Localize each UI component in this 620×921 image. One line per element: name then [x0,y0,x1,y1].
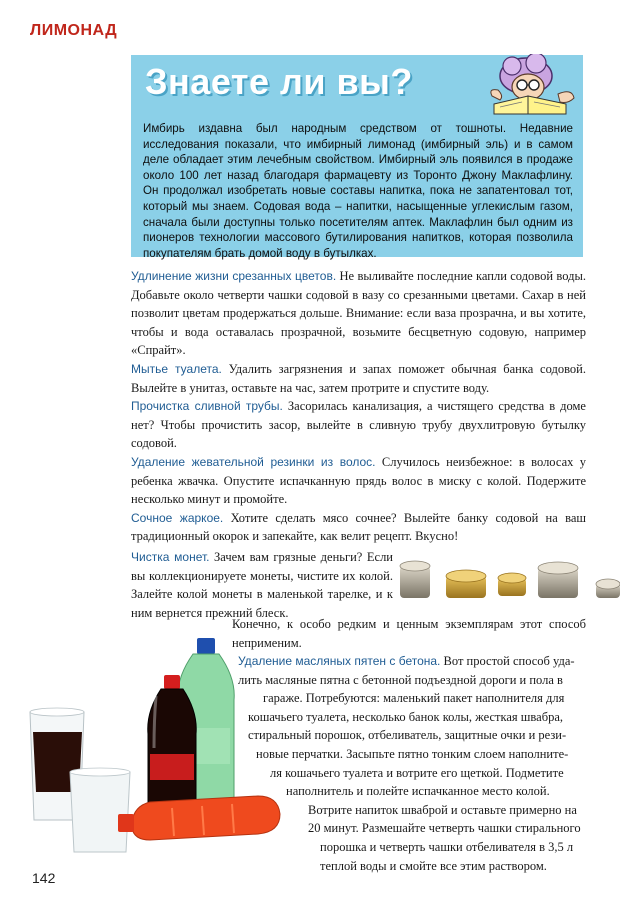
stain-line: 20 минут. Размешайте четверть чашки стирального [308,821,581,836]
stain-line: кошачьего туалета, несколько банок колы, жесткая швабра, [248,709,563,724]
soda-bottles-image [22,630,292,860]
tip-text: Случилось неизбежное: в волосах у ребенка жвачка. Опустите испачканную прядь волос в миску с колой. Подержите несколько минут и промойте. [131,454,586,507]
tip-text: Хотите сделать мясо сочнее? Вылейте банку содовой на ваш традиционный окорок и запекайте, как велит рецепт. Вкусно! [131,510,587,544]
tip-roast [131,509,586,546]
stain-line: стиральный порошок, отбеливатель, защитные очки и рези- [248,728,567,743]
tip-flowers [131,267,586,360]
stain-line: гараже. Потребуются: маленький пакет наполнителя для [263,691,565,706]
tip-coins [131,548,393,622]
coins-continuation: Конечно, к особо редким и ценным экземплярам этот способ неприменим. [232,617,586,650]
orange-soda-bottle [118,796,280,840]
stain-line: лить масляные пятна с бетонной подъездной дороги и пола в [238,672,563,687]
box-body: Имбирь издавна был народным средством от тошноты. Недавние исследования показали, что имбирный лимонад (имбирный эль) и в самом деле обладает этим лечебным свойством. Имбирный эль появился в продаже около 100 лет назад благодаря фармацевту из Торонто Джону Маклафлину. Он продолжал изобретать новые составы напитка, пока не запатентовал тот, который мы знаем. Содовая вода – напитки, насыщенные углекислым газом, сначала были доступны только посетителям аптек. Маклафлин был одним из пионеров технологии массового бутилирования напитков, которая позволила покупателям брать домой воду в бутылках. [143,122,573,260]
tip-title: Прочистка сливной трубы. [131,399,283,414]
tip-gum [131,453,586,509]
stain-line: ля кошачьего туалета и вотрите его щеткой. Подметите [270,765,564,780]
tip-title: Сочное жаркое. [131,510,224,525]
tip-toilet [131,360,586,397]
glass-of-water [70,768,130,852]
coin-stack-silver-2 [538,562,578,598]
tip-title: Удаление жевательной резинки из волос. [131,454,376,469]
tip-title: Удаление масляных пятен с бетона. [238,654,441,668]
stain-line: Вотрите напиток шваброй и оставьте примерно на [308,802,577,817]
coin-stack-gold-2 [498,573,526,596]
box-heading: Знаете ли вы? [145,61,413,102]
stain-line: Вот простой способ уда- [440,654,575,668]
tip-text: Зачем вам грязные деньги? Если вы коллекционируете монеты, чистите их колой. Залейте колой монеты в маленькой тарелке, и к ним вернется прежний блеск. [131,550,393,620]
tip-text: Удалить загрязнения и запах поможет обычная банка содовой. Вылейте в унитаз, оставьте на час, затем протрите и спустите воду. [131,361,586,395]
tips-list [131,267,586,546]
reading-professor-icon [488,54,578,116]
stain-line: новые перчатки. Засыпьте пятно тонким слоем наполните- [256,746,569,761]
stain-line: порошка и четверть чашки отбеливателя в 3,5 л [320,839,574,854]
stain-line: наполнитель и полейте испачканное место колой. [286,784,550,799]
coin-stack-silver-3 [596,579,620,598]
stain-line: теплой воды и смойте все этим раствором. [320,858,547,873]
coin-stacks-image [396,548,620,612]
section-title: ЛИМОНАД [30,22,118,39]
tip-text: Засорилась канализация, а чистящего средства в доме нет? Чтобы прочистить засор, вылейте в сливную трубу двухлитровую бутылку содовой. [131,399,586,451]
page-number: 142 [32,870,56,886]
tip-drain [131,397,586,453]
tip-title: Чистка монет. [131,550,210,564]
tip-text: Не выливайте последние капли содовой воды. Добавьте около четверти чашки содовой в вазу со срезанными цветами. Сахар в ней позволит цветам продержаться дольше. Внимание: если ваза прозрачна, и вы хотите, чтобы и вода оставалась прозрачной, возьмите бесцветную содовую, например «Спрайт». [131,269,586,358]
tip-title: Мытье туалета. [131,361,222,376]
coin-stack-gold-1 [446,570,486,598]
tip-title: Удлинение жизни срезанных цветов. [131,269,337,283]
coin-stack-silver-1 [400,561,430,598]
